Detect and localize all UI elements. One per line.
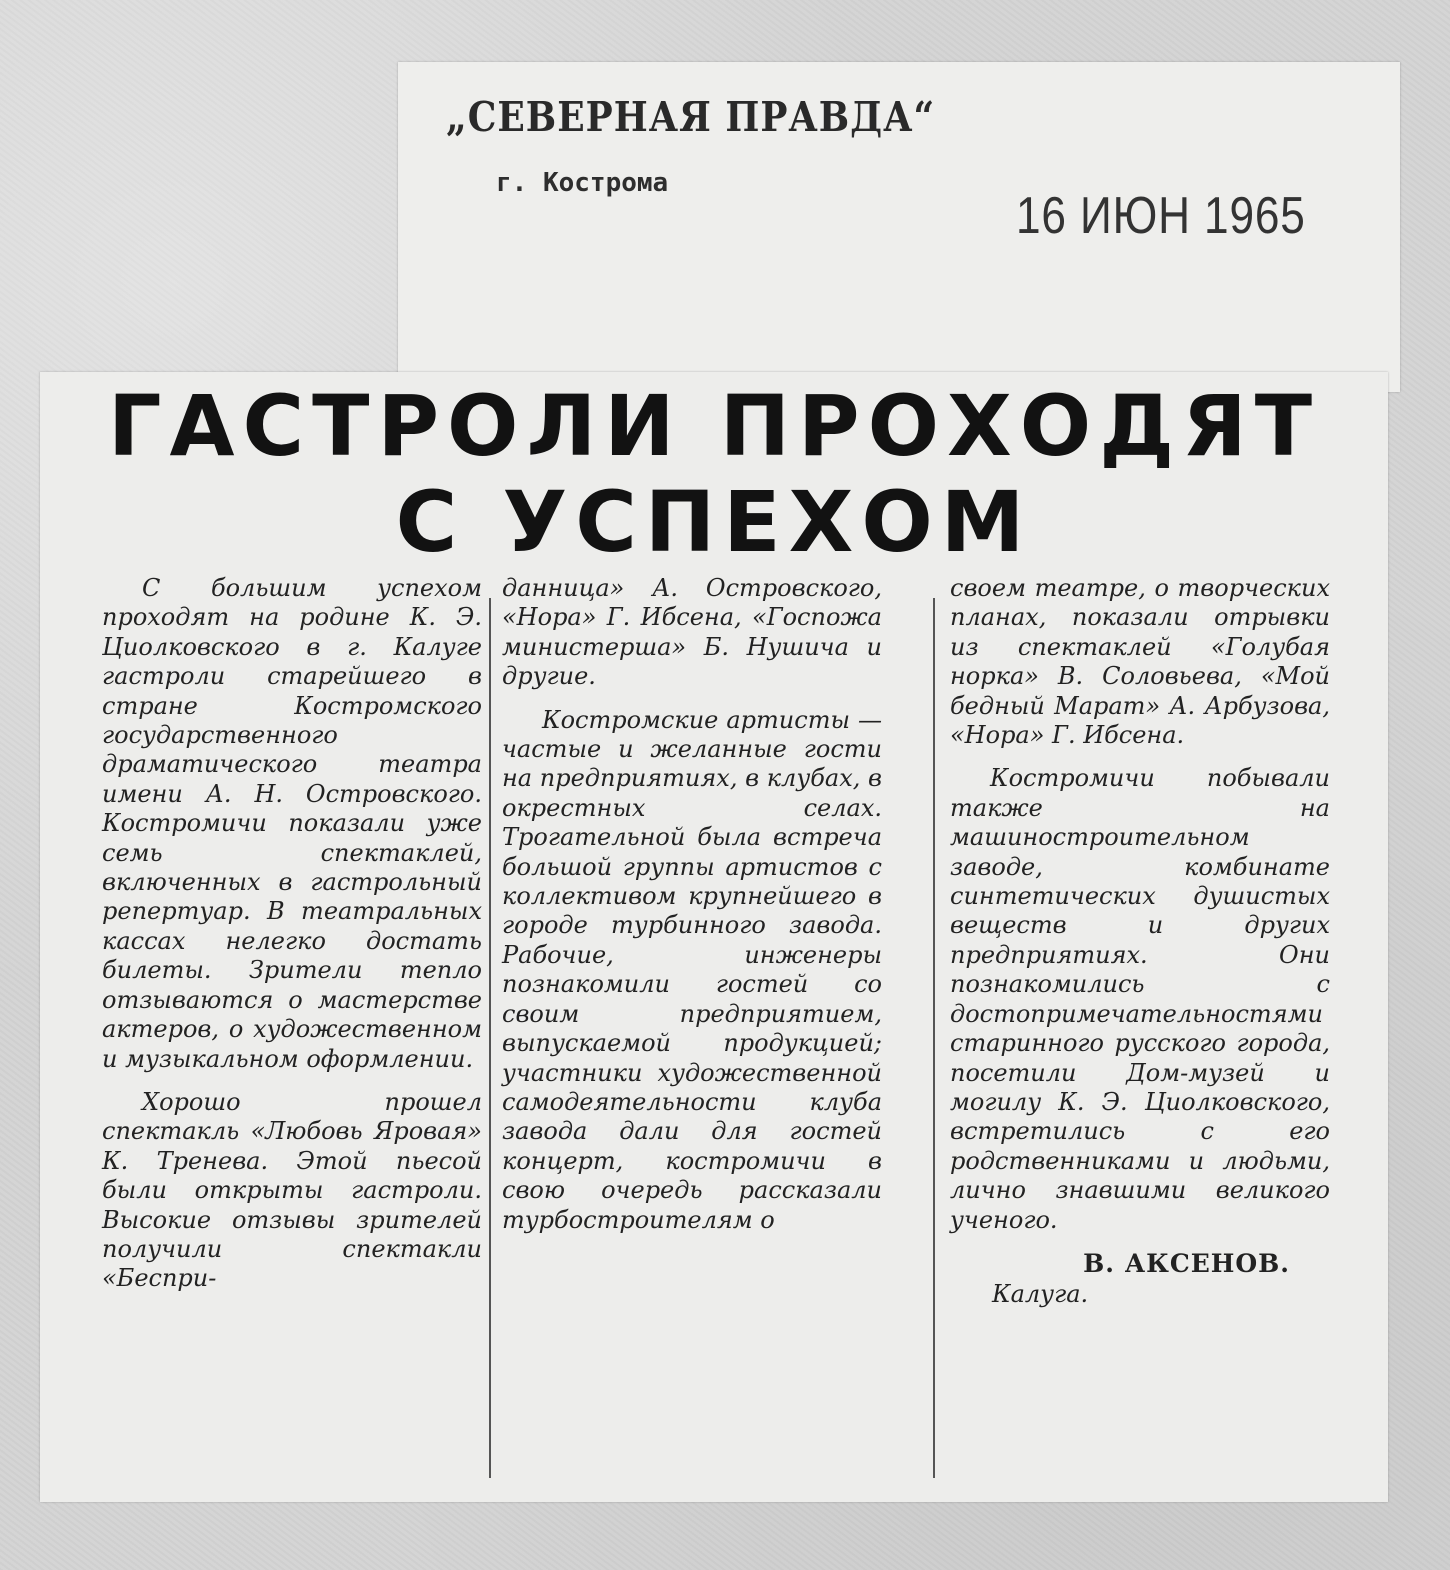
article-body	[102, 574, 1362, 1484]
column-divider	[933, 598, 935, 1478]
newspaper-city: г. Кострома	[496, 168, 669, 198]
column-divider	[489, 598, 491, 1478]
newspaper-name: „СЕВЕРНАЯ ПРАВДА“	[446, 92, 936, 142]
paragraph: Костромские артисты — частые и желанные гости на предприятиях, в клубах, в окрестных селах. Трогательной была встреча большой группы артистов с коллективом крупнейшего в городе турбинного завода. Рабочие, инженеры познакомили гостей со своим предприятием, выпускаемой продукцией; участники художественной самодеятельности клуба завода дали для гостей концерт, костромичи в свою очередь рассказали турбостроителям о	[502, 705, 882, 1234]
paragraph: Хорошо прошел спектакль «Любовь Яровая» К. Тренева. Этой пьесой были открыты гастроли. Высокие отзывы зрителей получили спектакли «Беспри-	[102, 1087, 482, 1293]
headline-line-2: С УСПЕХОМ	[395, 473, 1033, 571]
paragraph: Костромичи побывали также на машиностроительном заводе, комбинате синтетических душистых веществ и других предприятиях. Они познакомились с достопримечательностями старинного русского города, посетили Дом-музей и могилу К. Э. Циолковского, встретились с его родственниками и людьми, лично знавшими великого ученого.	[950, 764, 1330, 1234]
column-2	[502, 574, 882, 1249]
paragraph: данница» А. Островского, «Нора» Г. Ибсена, «Госпожа министерша» Б. Нушича и другие.	[502, 574, 882, 691]
column-3	[950, 574, 1330, 1310]
headline-line-1: ГАСТРОЛИ ПРОХОДЯТ	[107, 377, 1320, 475]
masthead-clipping	[398, 62, 1400, 392]
column-1	[102, 574, 482, 1308]
author-signature: В. АКСЕНОВ.	[1083, 1248, 1290, 1278]
date-stamp: 16 ИЮН 1965	[1016, 187, 1306, 245]
paragraph: С большим успехом проходят на родине К. Э. Циолковского в г. Калуге гастроли старейшего в стране Костромского государственного драматического театра имени А. Н. Островского. Костромичи показали уже семь спектаклей, включенных в гастрольный репертуар. В театральных кассах нелегко достать билеты. Зрители тепло отзываются о мастерстве актеров, о художественном и музыкальном оформлении.	[102, 574, 482, 1073]
dateline-place: Калуга.	[992, 1280, 1089, 1309]
headline	[40, 378, 1388, 570]
article-clipping	[40, 372, 1388, 1502]
paragraph: своем театре, о творческих планах, показали отрывки из спектаклей «Голубая норка» В. Соловьева, «Мой бедный Марат» А. Арбузова, «Нора» Г. Ибсена.	[950, 574, 1330, 750]
